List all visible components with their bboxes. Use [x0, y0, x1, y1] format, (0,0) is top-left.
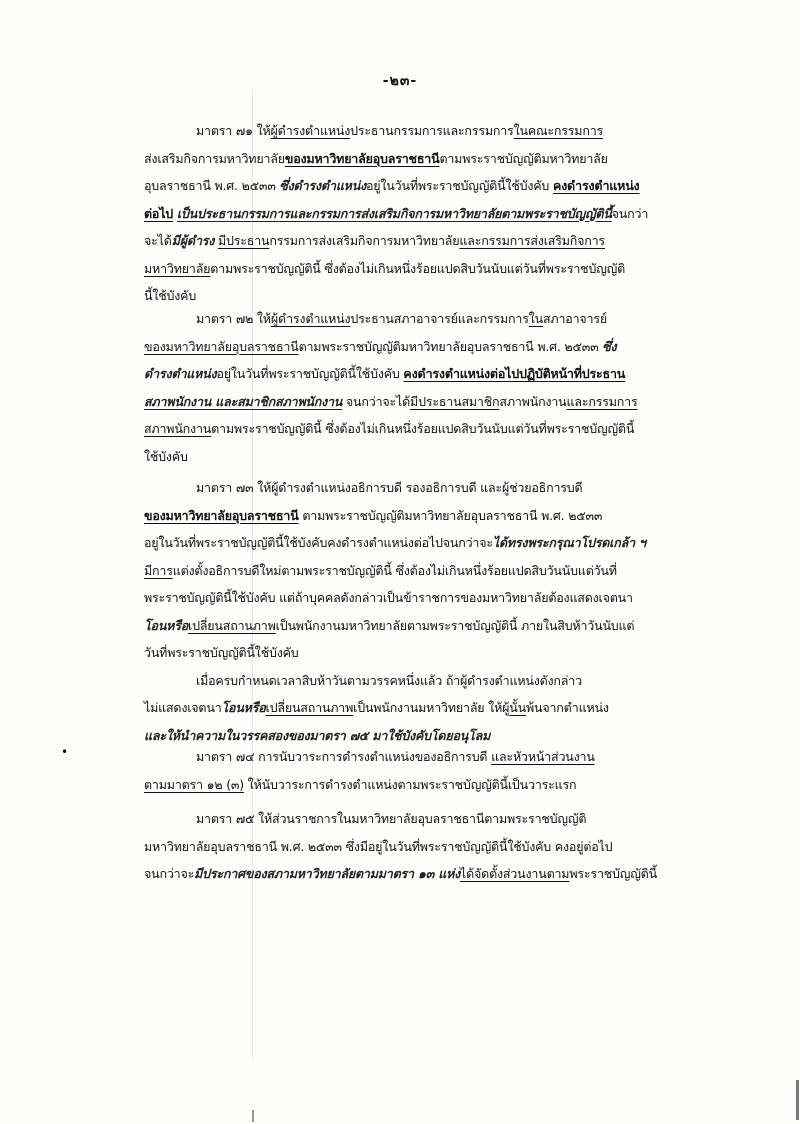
text-run: มีผู้ดำรง	[171, 233, 215, 248]
text-run: โอนหรือ	[221, 700, 266, 715]
text-line	[144, 743, 674, 771]
text-line	[144, 200, 674, 228]
text-run: ตามพระราชบัญญัติมหาวิทยาลัย	[439, 150, 608, 166]
text-run: มาตรา ๗๒ ให้	[196, 311, 271, 326]
text-run: จนกว่า	[611, 205, 649, 221]
text-run: เมื่อครบกำหนดเวลาสิบห้าวันตามวรรคหนึ่งแล้ว ถ้าผู้ดำรงตำแหน่งดังกล่าว	[196, 672, 582, 688]
text-line	[144, 305, 674, 333]
text-run: อุบลราชธานี พ.ศ. ๒๕๓๓	[144, 178, 280, 193]
text-run: ได้ทรงพระกรุณาโปรดเกล้า ฯ	[492, 535, 646, 550]
text-line	[144, 360, 674, 388]
text-run: พระราชบัญญัตินี้ใช้บังคับ แต่ถ้าบุคคลดังกล่าวเป็นข้าราชการของมหาวิทยาลัยต้องแสดงเจตนา	[144, 590, 633, 605]
text-run: ซึ่ง	[602, 338, 617, 354]
page-number: -๒๓-	[382, 73, 418, 89]
text-run: มีประกาศของสภามหาวิทยาลัยตามมาตรา ๑๓ แห่ง	[194, 866, 461, 881]
section-73	[144, 474, 674, 749]
text-run: นั้น	[509, 700, 526, 715]
text-line	[144, 474, 674, 502]
text-run: วันที่พระราชบัญญัตินี้ใช้บังคับ	[144, 645, 299, 660]
text-run: สภาพนักงาน	[499, 393, 567, 409]
text-line	[144, 557, 674, 585]
text-run: และให้นำความในวรรคสองของมาตรา ๗๕ มาใช้บังคับโดยอนุโลม	[144, 727, 491, 743]
text-line	[144, 805, 674, 833]
text-run: เป็นพนักงานมหาวิทยาลัย ให้ผู้	[353, 700, 510, 715]
text-run: เปลี่ยนสถานภาพ	[265, 700, 354, 715]
text-run: แต่งตั้งอธิการบดีใหม่ตามพระราชบัญญัตินี้ ซึ่งต้องไม่เกินหนึ่งร้อยแปดสิบวันนับแต่วันที่	[172, 562, 617, 578]
text-run: อยู่ในวันที่พระราชบัญญัตินี้ใช้บังคับคงดำรงตำแหน่งต่อไปจนกว่าจะ	[144, 535, 493, 550]
text-line	[144, 502, 674, 530]
text-run: ของมหาวิทยาลัยอุบลราชธานี	[284, 150, 440, 166]
text-run: ตามพระราชบัญญัตินี้ ซึ่งต้องไม่เกินหนึ่งร้อยแปดสิบวันนับแต่วันที่พระราชบัญญัติ	[210, 260, 626, 276]
text-run: มีประธานสมาชิก	[410, 393, 500, 409]
text-run: เปลี่ยนสถานภาพ	[188, 617, 276, 633]
text-run: สภาพนักงาน และสมาชิกสภาพนักงาน	[144, 393, 343, 409]
text-run: ตามพระราชบัญญัตินี้ ซึ่งต้องไม่เกินหนึ่งร้อยแปดสิบวันนับแต่วันที่พระราชบัญญัตินี้	[211, 421, 635, 436]
text-run: มหาวิทยาลัยอุบลราชธานี พ.ศ. ๒๕๓๓ ซึ่งมีอยู่ในวันที่พระราชบัญญัตินี้ใช้บังคับ คงอยู่ต่อไป	[144, 838, 613, 854]
text-line	[144, 443, 674, 471]
text-run: ดำรงตำแหน่ง	[144, 366, 217, 381]
text-line	[144, 333, 674, 361]
text-run: มาตรา ๗๓ ให้ผู้ดำรงตำแหน่งอธิการบดี รองอธิการบดี และผู้ช่วยอธิการบดี	[196, 480, 583, 495]
text-run: ได้จัดตั้งส่วนงานตาม	[460, 866, 570, 881]
text-line	[144, 388, 674, 416]
text-line	[144, 227, 674, 255]
text-run: สภาพนักงาน	[144, 421, 212, 436]
text-line	[144, 529, 674, 557]
text-line	[144, 117, 674, 145]
text-line	[144, 694, 674, 722]
text-run: จนกว่าจะได้	[342, 393, 411, 409]
text-line	[144, 255, 674, 283]
text-run: มาตรา ๗๔ การนับวาระการดำรงตำแหน่งของอธิการบดี	[196, 749, 492, 764]
text-line	[144, 833, 674, 861]
text-run: ส่งเสริมกิจการมหาวิทยาลัย	[144, 150, 285, 166]
text-run: พระราชบัญญัตินี้	[569, 866, 657, 881]
text-run: ของมหาวิทยาลัยอุบลราชธานี	[144, 338, 299, 354]
text-run: คงดำรงตำแหน่ง	[552, 178, 640, 193]
text-line	[144, 771, 674, 799]
text-run: สภาอาจารย์	[542, 311, 607, 326]
text-run: และกรรมการ	[566, 393, 638, 409]
text-run: ซึ่งดำรงตำแหน่ง	[279, 178, 366, 193]
text-run: เป็นพนักงานมหาวิทยาลัยตามพระราชบัญญัตินี้ ภายในสิบห้าวันนับแต่	[275, 617, 635, 633]
text-run: นี้ใช้บังคับ	[144, 288, 197, 303]
text-run: คงดำรงตำแหน่งต่อไปปฏิบัติหน้าที่ประธาน	[403, 366, 626, 381]
text-run: พ้นจากตำแหน่ง	[525, 700, 609, 715]
section-72	[144, 305, 674, 470]
section-71	[144, 117, 674, 310]
text-run: มาตรา ๗๑ ให้	[196, 123, 271, 138]
text-run: มีการ	[144, 562, 173, 578]
text-run: ต่อไป	[144, 205, 174, 221]
text-run: มหาวิทยาลัย	[144, 260, 211, 276]
text-run: กรรมการส่งเสริมกิจการมหาวิทยาลัย	[269, 233, 460, 248]
text-run: และหัวหน้าส่วนงาน	[491, 749, 595, 764]
text-run: มีประธาน	[217, 233, 270, 248]
text-line	[144, 415, 674, 443]
text-line	[144, 584, 674, 612]
text-run: และกรรมการส่งเสริมกิจการ	[459, 233, 605, 248]
text-line	[144, 667, 674, 695]
text-run: ในคณะกรรมการ	[513, 123, 604, 138]
text-run: ตามมาตรา ๑๒ (๓)	[144, 776, 244, 792]
text-run: ไม่แสดงเจตนา	[144, 700, 222, 715]
scan-edge	[796, 1080, 799, 1120]
scan-speck	[252, 1110, 254, 1122]
text-run: ให้นับวาระการดำรงตำแหน่งตามพระราชบัญญัตินี้เป็นวาระแรก	[243, 776, 577, 792]
text-run: เป็นประธานกรรมการและกรรมการส่งเสริมกิจการมหาวิทยาลัยตามพระราชบัญญัตินี้	[176, 205, 612, 221]
text-run: ประธานกรรมการและกรรมการ	[350, 123, 514, 138]
text-run: ประธานสภาอาจารย์และกรรมการ	[350, 311, 529, 326]
text-line	[144, 172, 674, 200]
text-line	[144, 145, 674, 173]
text-line	[144, 860, 674, 888]
text-run: ผู้ดำรงตำแหน่ง	[270, 123, 351, 138]
text-run: อยู่ในวันที่พระราชบัญญัตินี้ใช้บังคับ	[365, 178, 553, 193]
section-75	[144, 805, 674, 888]
text-run: จนกว่าจะ	[144, 866, 195, 881]
text-run: โอนหรือ	[144, 617, 189, 633]
margin-mark: •	[61, 745, 69, 759]
text-run: ตามพระราชบัญญัติมหาวิทยาลัยอุบลราชธานี พ.ศ. ๒๕๓๓	[298, 507, 603, 523]
text-run: อยู่ในวันที่พระราชบัญญัตินี้ใช้บังคับ	[216, 366, 404, 381]
text-run: จะได้	[144, 233, 172, 248]
text-line	[144, 612, 674, 640]
text-line	[144, 639, 674, 667]
text-run: มาตรา ๗๕ ให้ส่วนราชการในมหาวิทยาลัยอุบลราชธานีตามพระราชบัญญัติ	[196, 811, 587, 826]
text-run: ตามพระราชบัญญัติมหาวิทยาลัยอุบลราชธานี พ.ศ. ๒๕๓๓	[298, 338, 603, 354]
text-run: ผู้ดำรงตำแหน่ง	[270, 311, 351, 326]
text-run: ใน	[528, 311, 543, 326]
section-74	[144, 743, 674, 798]
text-run: ของมหาวิทยาลัยอุบลราชธานี	[144, 507, 299, 523]
text-run: ใช้บังคับ	[144, 448, 188, 464]
